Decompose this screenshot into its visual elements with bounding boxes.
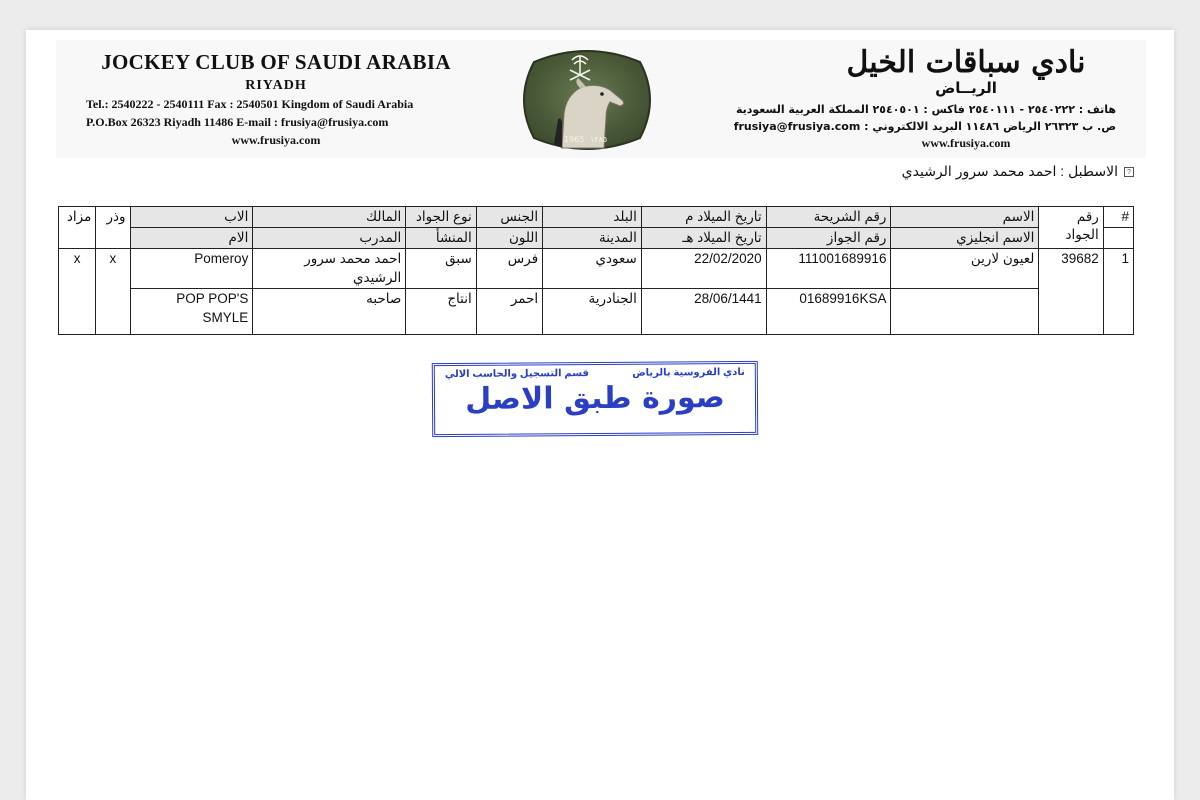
- cell-city: الجنادرية: [543, 289, 642, 335]
- club-name-arabic: نادي سباقات الخيل: [846, 45, 1086, 80]
- table-header-row-2: [59, 228, 1134, 249]
- checkbox-placeholder-icon: ?: [1124, 167, 1134, 177]
- header-index: #: [1103, 207, 1133, 228]
- svg-text:1965: 1965: [564, 135, 585, 144]
- website-english: www.frusiya.com: [231, 133, 321, 147]
- stamp-department: قسم التسجيل والحاسب الالي: [444, 368, 589, 381]
- city-arabic: الريــاض: [935, 79, 997, 97]
- cell-origin: انتاج: [406, 289, 476, 335]
- table-row: [59, 289, 1134, 335]
- stable-text: الاسطبل : احمد محمد سرور الرشيدي: [901, 163, 1118, 179]
- header-origin: المنشأ: [406, 228, 476, 249]
- header-sex: الجنس: [476, 207, 542, 228]
- header-name-english: الاسم انجليزي: [891, 228, 1039, 249]
- header-horse-number: رقم الجواد: [1039, 207, 1103, 249]
- header-owner: المالك: [253, 207, 406, 228]
- letterhead: [56, 40, 1146, 158]
- letterhead-arabic: [696, 46, 1116, 151]
- cell-trainer: صاحبه: [253, 289, 406, 335]
- document-page: [26, 30, 1174, 800]
- cell-name: لعيون لارين: [891, 249, 1039, 289]
- header-color: اللون: [476, 228, 542, 249]
- certified-copy-stamp: [432, 361, 759, 437]
- cell-horse-type: سبق: [406, 249, 476, 289]
- svg-text:١٣٨٥: ١٣٨٥: [590, 135, 608, 144]
- cell-wazar: x: [96, 249, 130, 335]
- header-wazar: وذر: [96, 207, 130, 249]
- cell-dob-hijri: 28/06/1441: [641, 289, 766, 335]
- cell-country: سعودي: [543, 249, 642, 289]
- cell-color: احمر: [476, 289, 542, 335]
- header-dam: الام: [130, 228, 253, 249]
- letterhead-english: [86, 50, 506, 148]
- website-arabic: www.frusiya.com: [921, 136, 1011, 150]
- header-index-blank: [1103, 228, 1133, 249]
- cell-dob-gregorian: 22/02/2020: [641, 249, 766, 289]
- contact-tel-arabic: هاتف : ٢٥٤٠٢٢٢ - ٢٥٤٠١١١ فاكس : ٢٥٤٠٥٠١ المملكة العربية السعودية: [735, 103, 1116, 116]
- cell-auction: x: [59, 249, 96, 335]
- cell-name-english: [891, 289, 1039, 335]
- cell-owner: احمد محمد سرور الرشيدي: [253, 249, 406, 289]
- contact-tel-english: Tel.: 2540222 - 2540111 Fax : 2540501 Kingdom of Saudi Arabia: [86, 97, 414, 111]
- cell-sire: Pomeroy: [130, 249, 253, 289]
- contact-po-english: P.O.Box 26323 Riyadh 11486 E-mail : frusiya@frusiya.com: [86, 115, 389, 129]
- cell-sex: فرس: [476, 249, 542, 289]
- cell-index: 1: [1103, 249, 1133, 335]
- city-english: RIYADH: [245, 78, 307, 93]
- horse-records-table: [58, 206, 1134, 335]
- header-passport: رقم الجواز: [766, 228, 891, 249]
- header-chip-number: رقم الشريحة: [766, 207, 891, 228]
- stable-line: [902, 163, 1134, 180]
- club-name-english: JOCKEY CLUB OF SAUDI ARABIA: [101, 50, 451, 74]
- stamp-header: [435, 364, 755, 380]
- header-city: المدينة: [543, 228, 642, 249]
- header-dob-gregorian: تاريخ الميلاد م: [641, 207, 766, 228]
- stamp-main-text: صورة طبق الاصل: [465, 380, 725, 417]
- stamp-club-name: نادي الفروسية بالرياض: [632, 366, 745, 379]
- cell-passport: 01689916KSA: [766, 289, 891, 335]
- header-horse-type: نوع الجواد: [406, 207, 476, 228]
- header-country: البلد: [543, 207, 642, 228]
- header-auction: مزاد: [59, 207, 96, 249]
- contact-po-arabic: ص. ب ٢٦٣٢٣ الرياض ١١٤٨٦ البريد الالكتروني : frusiya@frusiya.com: [733, 120, 1116, 133]
- cell-dam: POP POP'S SMYLE: [130, 289, 253, 335]
- header-sire: الاب: [130, 207, 253, 228]
- header-trainer: المدرب: [253, 228, 406, 249]
- cell-horse-number: 39682: [1039, 249, 1103, 335]
- table-row: [59, 249, 1134, 289]
- cell-chip-number: 111001689916: [766, 249, 891, 289]
- horse-emblem-icon: [514, 44, 660, 156]
- table-header-row-1: [59, 207, 1134, 228]
- header-name: الاسم: [891, 207, 1039, 228]
- header-dob-hijri: تاريخ الميلاد هـ: [641, 228, 766, 249]
- club-logo: [514, 44, 660, 156]
